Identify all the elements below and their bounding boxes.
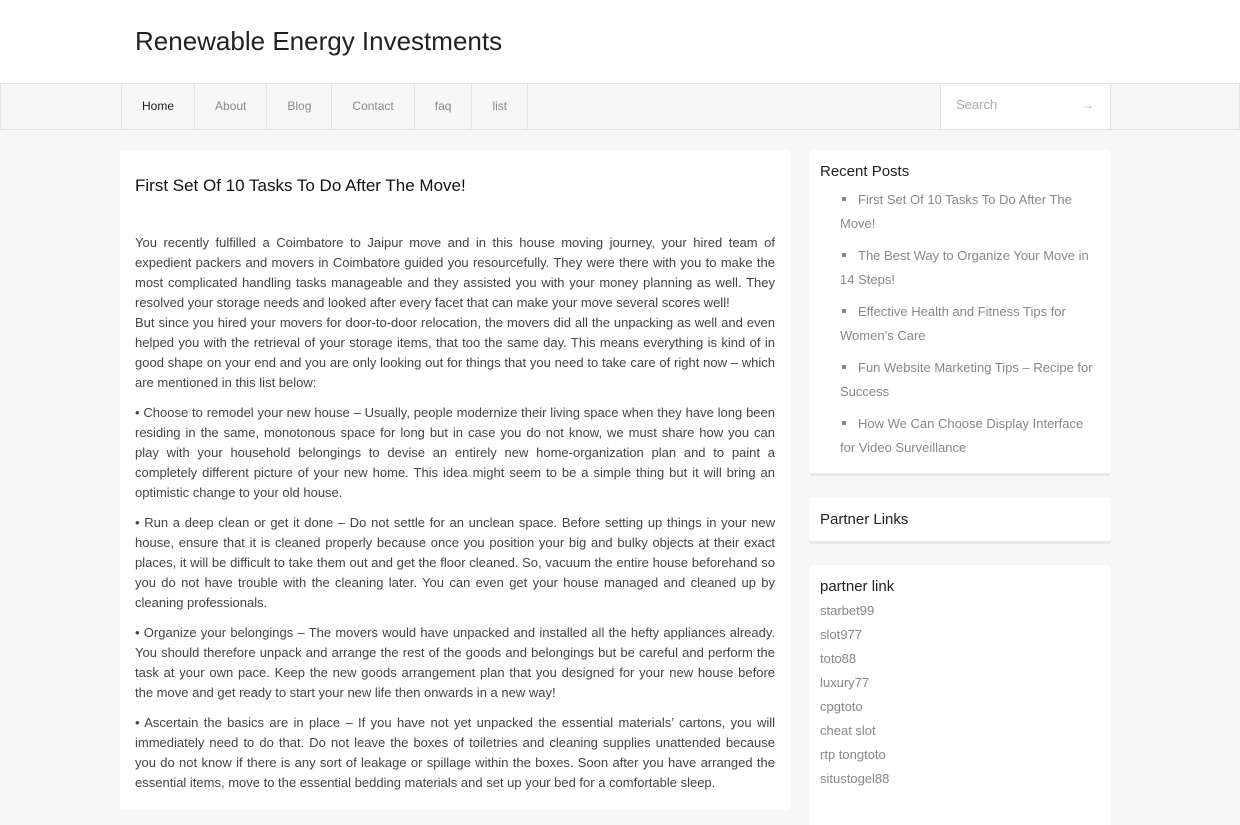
article-paragraph: • Choose to remodel your new house – Usually, people modernize their living space when they have long been residing in the same, monotonous space for long but in case you do not know, we must share how you can play with your household belongings to devise an entirely new home-organization plan and to paint a completely different picture of your new home. This idea might seem to be a simple thing but it will bring an optimistic change to your old house. (135, 405, 775, 500)
recent-post-link[interactable]: How We Can Choose Display Interface for Video Surveillance (840, 412, 1100, 460)
article-paragraph: You recently fulfilled a Coimbatore to Jaipur move and in this house moving journey, your hired team of expedient packers and movers in Coimbatore guided you resourcefully. They were there with you to make the most complicated handling tasks manageable and they assisted you with your money planning as well. They resolved your storage needs and looked after every facet that can make your move several scores well! (135, 235, 775, 310)
partner-link[interactable]: cpgtoto (820, 699, 863, 714)
search-input[interactable] (956, 97, 1066, 112)
search-submit-arrow-icon[interactable]: → (1082, 98, 1094, 112)
recent-post-link[interactable]: Fun Website Marketing Tips – Recipe for Success (840, 356, 1100, 404)
partner-link[interactable]: slot977 (820, 627, 862, 642)
partner-link[interactable]: cheat slot (820, 723, 876, 738)
partner-link[interactable]: toto88 (820, 651, 857, 666)
nav-home[interactable]: Home (122, 84, 195, 129)
recent-post-link[interactable]: The Best Way to Organize Your Move in 14 Steps! (840, 244, 1100, 292)
main-nav (121, 84, 528, 129)
article-title: First Set Of 10 Tasks To Do After The Move! (135, 176, 466, 195)
article-paragraph: • Run a deep clean or get it done – Do not settle for an unclean space. Before setting up things in your new house, ensure that it is cleaned properly because once you position your big and bulky objects at their exact places, it will be difficult to take them out and get the floor cleaned. So, vacuum the entire house beforehand so you do not have trouble with the cleaning later. You can even get your house managed and cleaned up by cleaning professionals. (135, 515, 775, 610)
partner-link-title: partner link (820, 578, 895, 595)
search-box (940, 84, 1111, 129)
partner-link[interactable]: situstogel88 (820, 771, 890, 786)
recent-posts-title: Recent Posts (820, 163, 910, 180)
nav-bar (0, 83, 1240, 130)
site-title[interactable]: Renewable Energy Investments (135, 26, 503, 56)
partner-links-widget (810, 497, 1110, 544)
partner-link[interactable]: starbet99 (820, 603, 875, 618)
article (120, 150, 790, 810)
nav-about[interactable]: About (195, 84, 267, 129)
article-paragraph: • Organize your belongings – The movers would have unpacked and installed all the hefty appliances already. You should therefore unpack and arrange the rest of the goods and belongings but be careful and perform the task at your own pace. Keep the new goods arrangement plan that you designed for your new house before the move and get ready to start your new life then onwards in a new way! (135, 625, 775, 700)
recent-post-link[interactable]: First Set Of 10 Tasks To Do After The Move! (840, 188, 1100, 236)
partner-link[interactable]: luxury77 (820, 675, 870, 690)
nav-blog[interactable]: Blog (267, 84, 332, 129)
nav-faq[interactable]: faq (415, 84, 473, 129)
article-paragraph: But since you hired your movers for door-to-door relocation, the movers did all the unpacking as well and even helped you with the retrieval of your storage items, that too the same day. This means everything is kind of in good shape on your end and you are only looking out for things that you need to take care of right now – which are mentioned in this list below: (135, 315, 775, 390)
partner-link[interactable]: rtp tongtoto (820, 747, 886, 762)
recent-post-link[interactable]: Effective Health and Fitness Tips for Women’s Care (840, 300, 1100, 348)
partner-links-title: Partner Links (820, 511, 909, 528)
nav-list[interactable]: list (472, 84, 528, 129)
nav-contact[interactable]: Contact (332, 84, 414, 129)
recent-posts-widget (810, 150, 1110, 476)
site-header (0, 0, 1240, 83)
article-paragraph: • Ascertain the basics are in place – If you have not yet unpacked the essential materials’ cartons, you will immediately need to do that. Do not leave the boxes of toiletries and cleaning supplies unattended because you do not know if there is any sort of leakage or spillage within the boxes. Soon after you have arranged the essential items, move to the essential bedding materials and set up your bed for a comfortable sleep. (135, 715, 775, 790)
partner-link-widget (810, 565, 1110, 825)
